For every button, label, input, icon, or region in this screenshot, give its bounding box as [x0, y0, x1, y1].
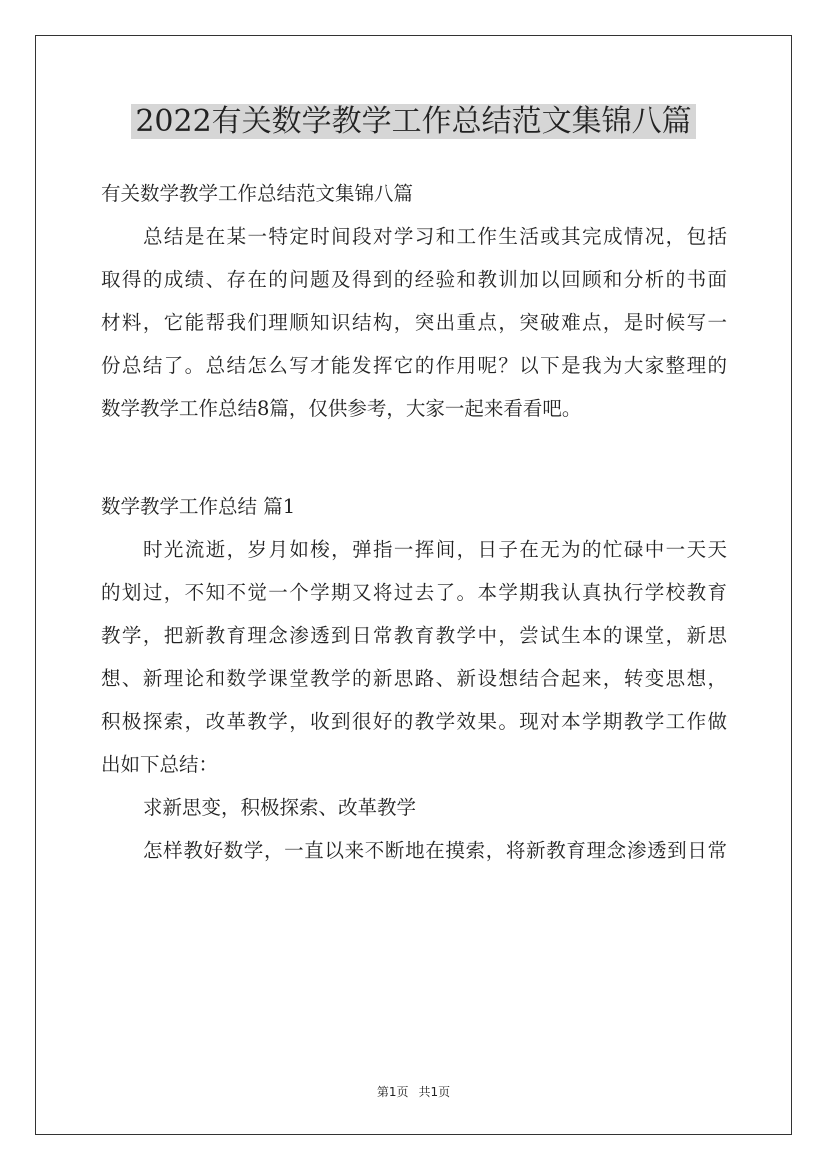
sub-heading: 求新思变，积极探索、改革教学	[143, 796, 417, 819]
document-subtitle: 有关数学教学工作总结范文集锦八篇	[101, 182, 414, 205]
document-title-text: 2022有关数学教学工作总结范文集锦八篇	[131, 104, 695, 139]
intro-line: 数学教学工作总结8篇，仅供参考，大家一起来看看吧。	[101, 397, 582, 420]
section-line: 出如下总结：	[101, 753, 219, 776]
section-line: 积极探索，改革教学，收到很好的教学效果。现对本学期教学工作做	[101, 710, 727, 733]
intro-line: 取得的成绩、存在的问题及得到的经验和教训加以回顾和分析的书面	[101, 268, 727, 291]
document-body	[101, 172, 727, 872]
paragraph-gap	[101, 430, 727, 485]
page-footer	[0, 1084, 827, 1100]
section-line: 怎样教好数学，一直以来不断地在摸索，将新教育理念渗透到日常	[143, 839, 727, 862]
intro-line: 份总结了。总结怎么写才能发挥它的作用呢？以下是我为大家整理的	[101, 354, 727, 377]
section-line: 想、新理论和数学课堂教学的新思路、新设想结合起来，转变思想，	[101, 667, 727, 690]
section-line: 时光流逝，岁月如梭，弹指一挥间，日子在无为的忙碌中一天天	[143, 538, 727, 561]
section-heading: 数学教学工作总结 篇1	[101, 495, 296, 518]
page-number-total: 共1页	[418, 1085, 451, 1099]
intro-line: 材料，它能帮我们理顺知识结构，突出重点，突破难点，是时候写一	[101, 311, 727, 334]
section-line: 教学，把新教育理念渗透到日常教育教学中，尝试生本的课堂，新思	[101, 624, 727, 647]
intro-line: 总结是在某一特定时间段对学习和工作生活或其完成情况，包括	[143, 225, 727, 248]
section-line: 的划过，不知不觉一个学期又将过去了。本学期我认真执行学校教育	[101, 581, 727, 604]
document-title	[0, 100, 827, 144]
page-number-current: 第1页	[376, 1085, 409, 1099]
